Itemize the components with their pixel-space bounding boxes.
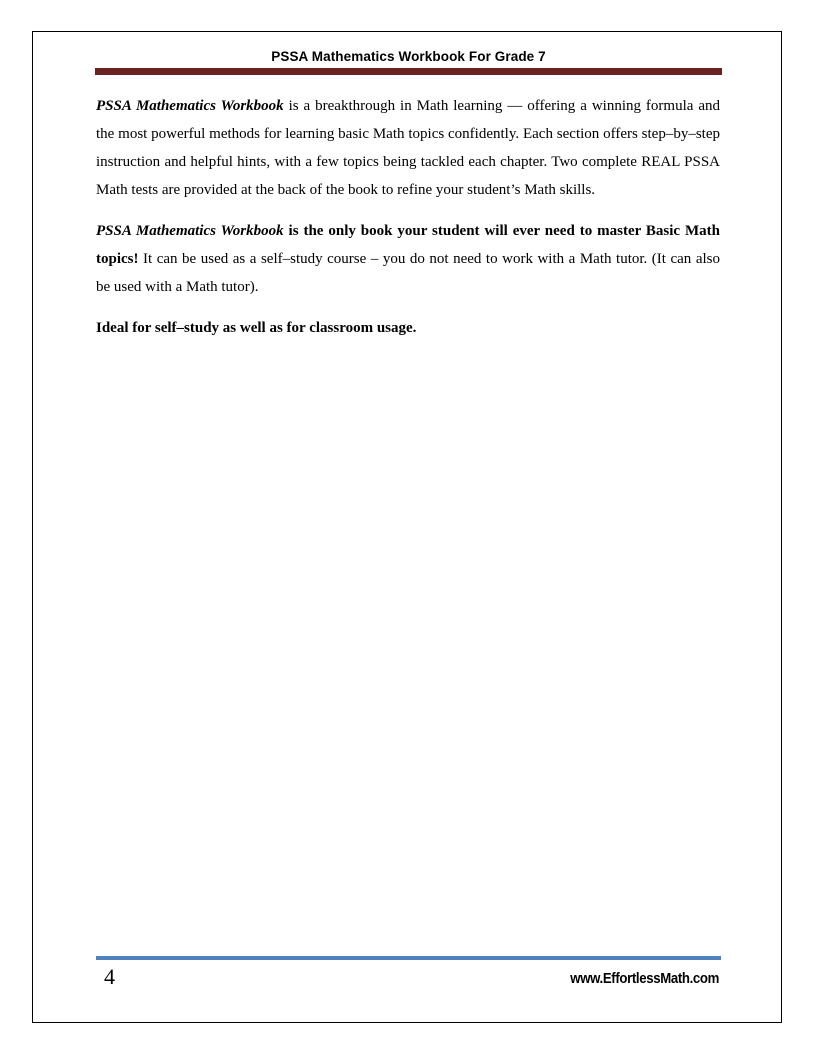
paragraph-only-book [96, 217, 720, 301]
paragraph-text: is a breakthrough in Math learning — offering a winning formula and the most powerful methods for learning basic Math topics confidently. Each section offers step–by–step instruction and helpful hints, with a few topics being tackled each chapter. Two complete REAL PSSA Math tests are provided at the back of the book to refine your student’s Math skills. [96, 98, 720, 198]
footer-rule [96, 956, 721, 960]
paragraph-intro [96, 92, 720, 204]
running-header: PSSA Mathematics Workbook For Grade 7 [271, 49, 546, 64]
paragraph-text: It can be used as a self–study course – you do not need to work with a Math tutor. (It can also be used with a Math tutor). [96, 251, 720, 295]
book-title-emphasis: PSSA Mathematics Workbook [96, 98, 284, 114]
footer-website-link[interactable]: www.EffortlessMath.com [570, 970, 719, 987]
body-content [96, 92, 720, 355]
header-rule [95, 68, 722, 75]
page-number: 4 [104, 964, 115, 989]
book-title-emphasis: PSSA Mathematics Workbook [96, 223, 284, 239]
paragraph-ideal [96, 314, 720, 342]
paragraph-bold-text: Ideal for self–study as well as for classroom usage. [96, 320, 417, 336]
paragraph-bold-text: is the only book your student will ever need to master Basic Math topics! [96, 223, 720, 267]
